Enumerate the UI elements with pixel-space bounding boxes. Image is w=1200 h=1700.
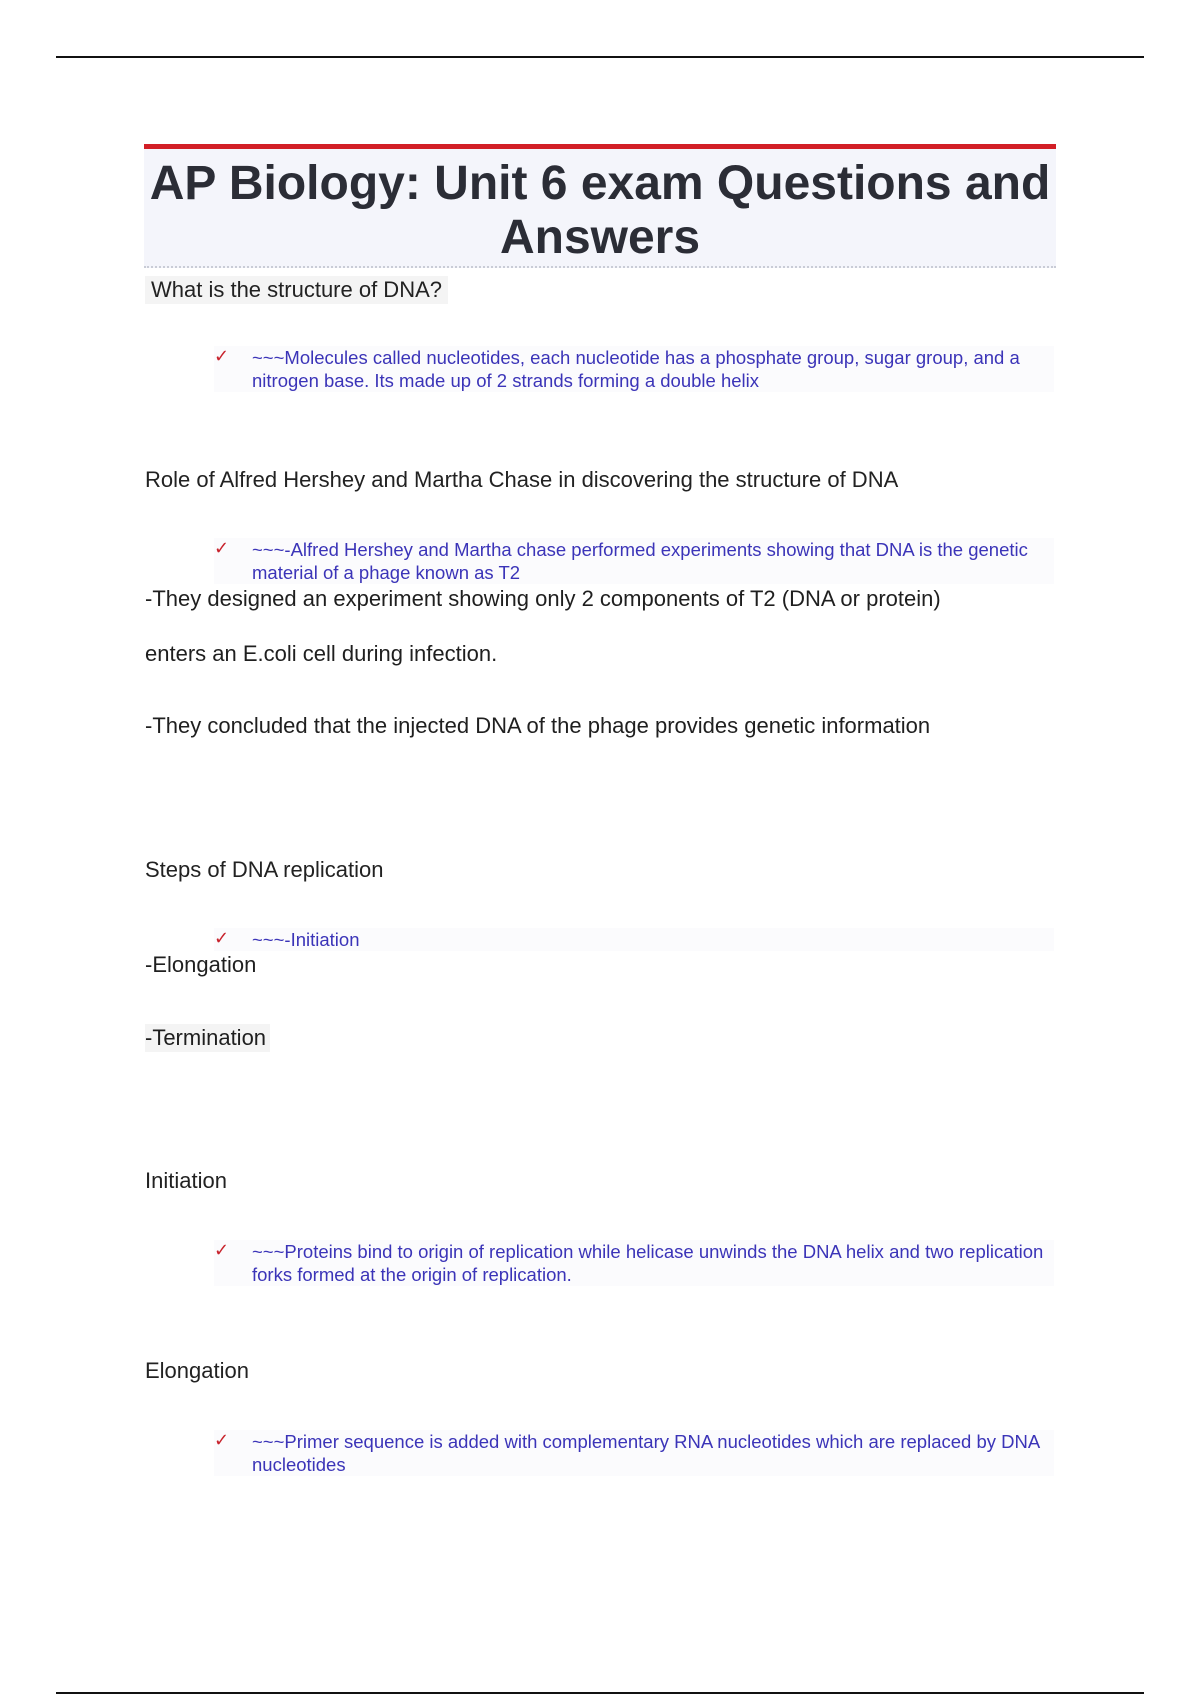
- bottom-rule: [56, 1692, 1144, 1694]
- answer-continuation-line: -They designed an experiment showing only 2 components of T2 (DNA or protein): [145, 586, 941, 611]
- answer-continuation-line: -They concluded that the injected DNA of the phage provides genetic information: [145, 713, 931, 738]
- question-steps-replication: Steps of DNA replication: [145, 857, 384, 882]
- question-hershey-chase: Role of Alfred Hershey and Martha Chase in discovering the structure of DNA: [145, 467, 899, 492]
- check-icon: ✓: [214, 1240, 230, 1261]
- answer-hershey-chase: [214, 538, 1054, 584]
- check-icon: ✓: [214, 346, 230, 367]
- question-elongation: Elongation: [145, 1358, 249, 1383]
- answer-text: ~~~-Initiation: [252, 929, 360, 950]
- answer-elongation: [214, 1430, 1054, 1476]
- check-icon: ✓: [214, 538, 230, 559]
- document-title: AP Biology: Unit 6 exam Questions and Answers: [149, 157, 1051, 264]
- answer-structure-of-dna: [214, 346, 1054, 392]
- answer-initiation: [214, 1240, 1054, 1286]
- check-icon: ✓: [214, 1430, 230, 1451]
- answer-continuation-line: enters an E.coli cell during infection.: [145, 641, 498, 666]
- answer-continuation-line: -Elongation: [145, 952, 257, 977]
- top-rule: [56, 56, 1144, 58]
- answer-text: ~~~Molecules called nucleotides, each nucleotide has a phosphate group, sugar group, and a nitrogen base. Its made up of 2 strands forming a double helix: [252, 347, 1020, 391]
- answer-steps-replication: [214, 928, 1054, 951]
- answer-text: ~~~Proteins bind to origin of replication while helicase unwinds the DNA helix and two replication forks formed at the origin of replication.: [252, 1241, 1044, 1285]
- answer-continuation-line: -Termination: [145, 1024, 270, 1052]
- question-initiation: Initiation: [145, 1168, 227, 1193]
- title-block: [144, 144, 1056, 268]
- question-structure-of-dna: What is the structure of DNA?: [145, 276, 448, 304]
- answer-text: ~~~Primer sequence is added with complementary RNA nucleotides which are replaced by DNA nucleotides: [252, 1431, 1040, 1475]
- answer-text: ~~~-Alfred Hershey and Martha chase performed experiments showing that DNA is the genetic material of a phage known as T2: [252, 539, 1028, 583]
- check-icon: ✓: [214, 928, 230, 949]
